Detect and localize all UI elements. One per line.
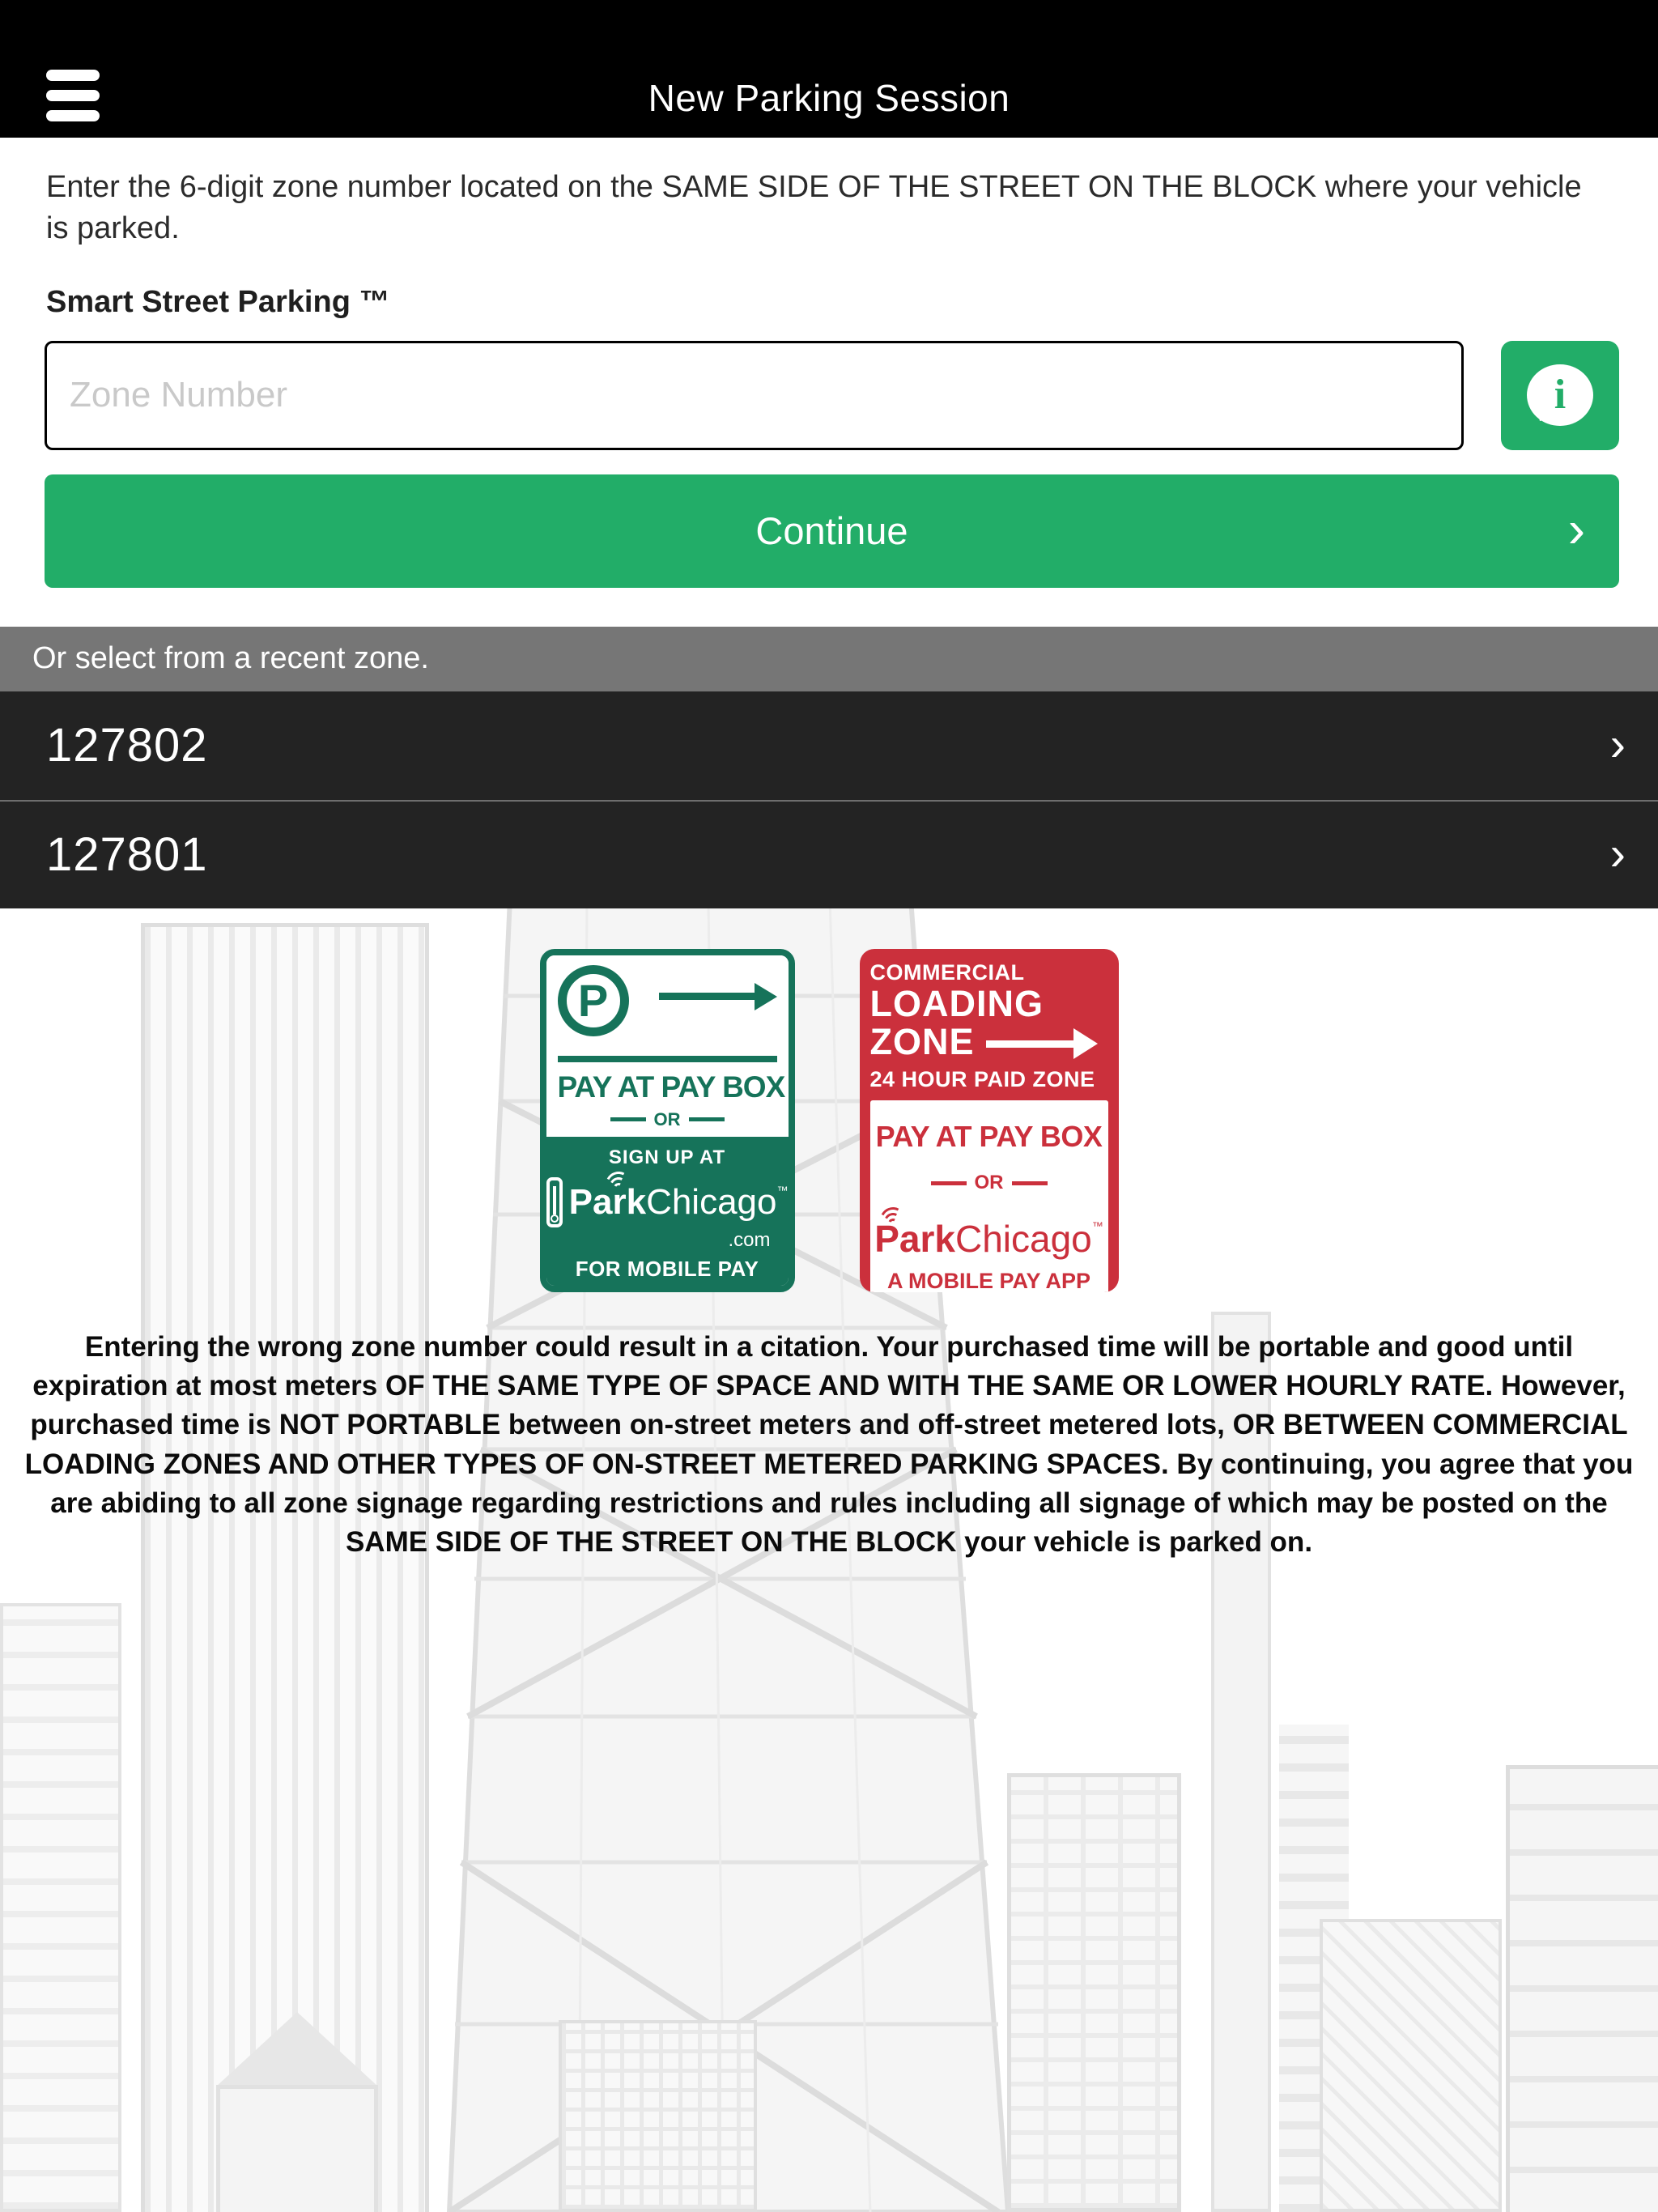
smart-street-parking-label: Smart Street Parking ™: [46, 284, 390, 319]
zone-number-input[interactable]: [45, 341, 1464, 450]
recent-zone-row-127801[interactable]: 127801 ›: [0, 800, 1658, 908]
divider: [558, 1056, 777, 1062]
parking-p-icon: P: [558, 965, 629, 1036]
parking-signs: [0, 949, 1658, 1292]
parkchicago-logo: ParkChicago™: [870, 1220, 1108, 1257]
right-arrow-icon: [659, 983, 777, 1010]
chevron-right-icon: ›: [1609, 827, 1626, 880]
mobile-pay-app-text: A MOBILE PAY APP: [886, 1269, 1091, 1292]
red-loading-zone-sign: COMMERCIAL LOADING ZONE 24 HOUR PAID ZONE PAY AT PAY BOX OR ParkChicago™ A MOBILE PAY APP: [860, 949, 1119, 1292]
watermark-building: [1506, 1765, 1658, 2212]
pay-at-pay-box-text: PAY AT PAY BOX: [875, 1120, 1103, 1154]
info-button[interactable]: [1501, 341, 1619, 450]
parkchicago-logo: ParkChicago™: [546, 1177, 789, 1227]
recent-zone-row-127802[interactable]: 127802 ›: [0, 691, 1658, 800]
zone-instructions: Enter the 6-digit zone number located on the SAME SIDE OF THE STREET ON THE BLOCK where your vehicle is parked.: [46, 170, 1582, 245]
zone-input-row: [45, 341, 1619, 450]
watermark-building: [216, 2012, 378, 2087]
for-mobile-pay-text: FOR MOBILE PAY: [575, 1256, 759, 1281]
dot-com-text: .com: [728, 1228, 771, 1251]
info-icon: i: [1527, 364, 1593, 426]
pay-at-pay-box-text: PAY AT PAY BOX: [557, 1070, 785, 1104]
right-arrow-icon: [986, 1028, 1098, 1059]
continue-button[interactable]: Continue ›: [45, 474, 1619, 588]
green-parking-sign: P PAY AT PAY BOX OR SIGN UP AT ParkChicago™ .com FOR MOBILE PAY: [540, 949, 795, 1292]
chevron-right-icon: ›: [1567, 500, 1585, 559]
chevron-right-icon: ›: [1609, 717, 1626, 771]
watermark-building: [559, 2020, 757, 2212]
divider: [558, 1291, 777, 1292]
watermark-building: [1007, 1773, 1181, 2212]
header-bar: [0, 0, 1658, 138]
sign-up-at-text: SIGN UP AT: [608, 1146, 726, 1168]
zone-disclaimer: Entering the wrong zone number could result in a citation. Your purchased time will be portable and good until expiration at most meters OF THE SAME TYPE OF SPACE AND WITH THE SAME OR LOWER HOURLY RATE. However, purchased time is NOT PORTABLE between on-street meters and off-street metered lots, OR BETWEEN COMMERCIAL LOADING ZONES AND OTHER TYPES OF ON-STREET METERED PARKING SPACES. By continuing, you agree that you are abiding to all zone signage regarding restrictions and rules including all signage of which may be posted on the SAME SIDE OF THE STREET ON THE BLOCK your vehicle is parked on.: [24, 1330, 1634, 1559]
page-title: New Parking Session: [648, 77, 1010, 119]
watermark-building: [1320, 1919, 1502, 2212]
phone-icon: [546, 1177, 563, 1227]
recent-zone-header: Or select from a recent zone.: [0, 627, 1658, 691]
watermark-building: [0, 1603, 121, 2212]
watermark-building: [216, 2085, 378, 2212]
